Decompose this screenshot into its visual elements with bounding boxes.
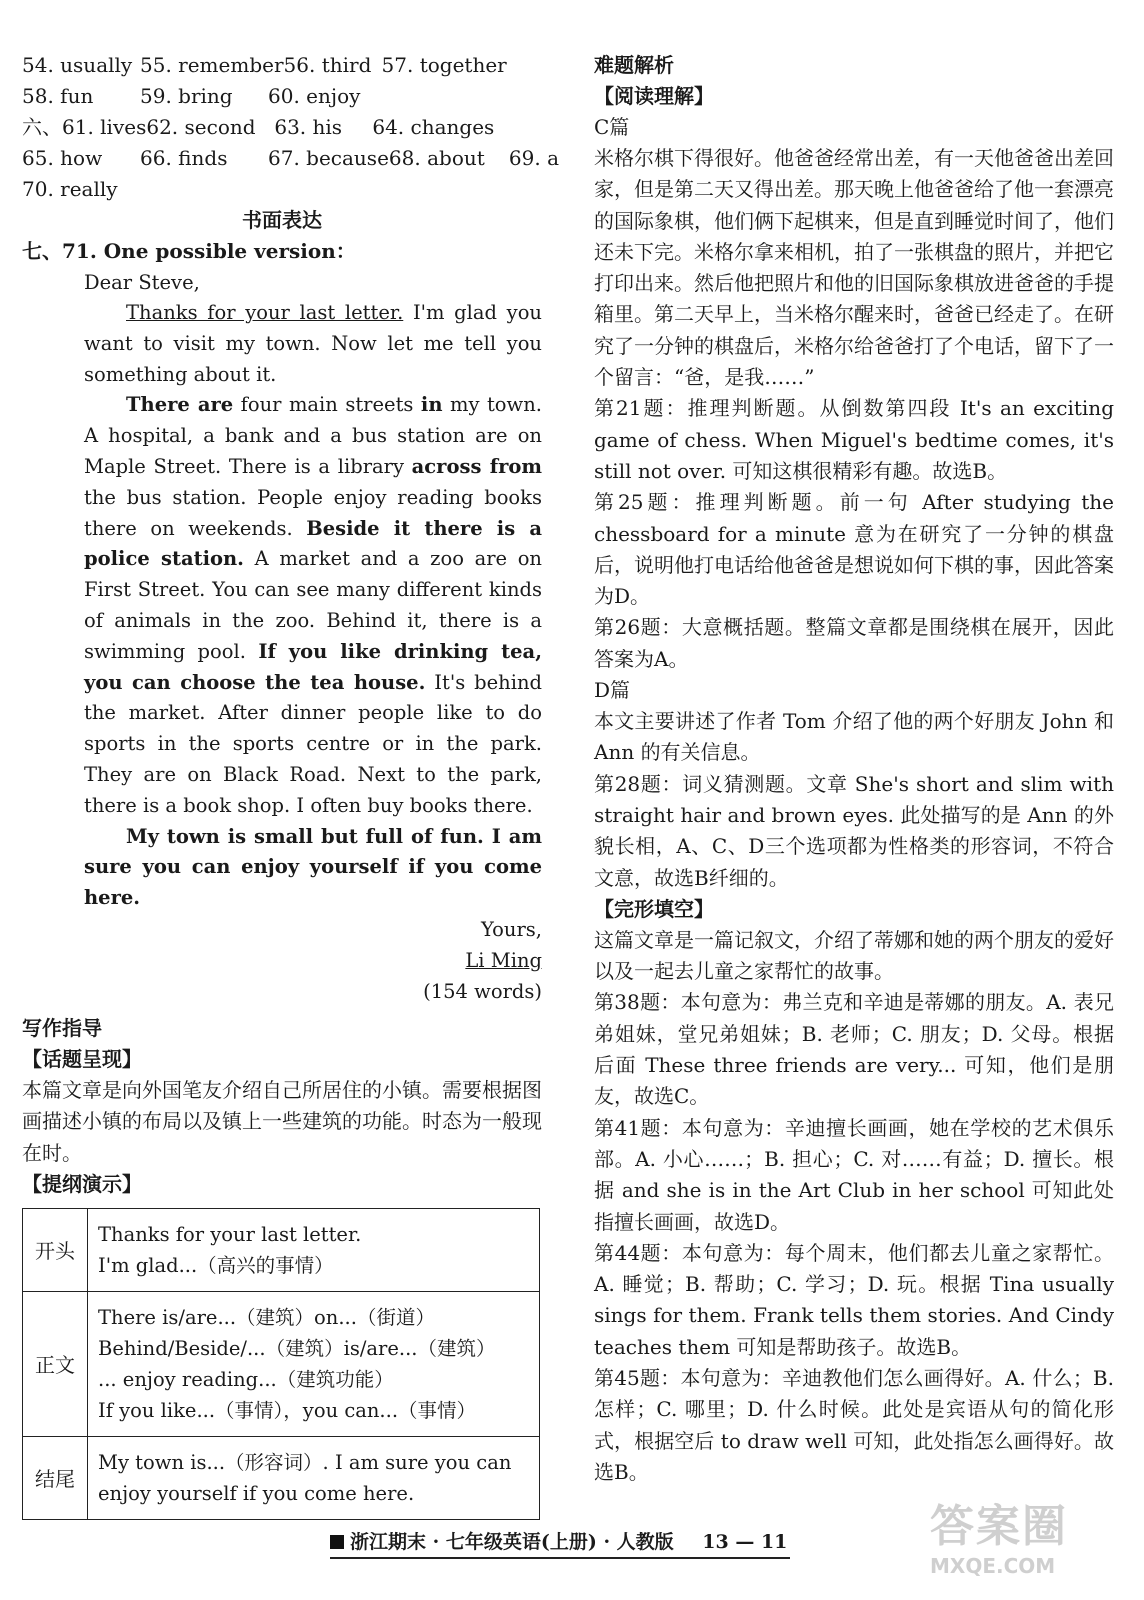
passage-c-label: C篇 [594,115,630,139]
answer-row [22,81,542,112]
bold-phrase: If you like drinking tea, you can choose the tea house. [84,639,542,694]
reading-header: 【阅读理解】 [594,84,714,108]
watermark-url: MXQE.COM [930,1554,1056,1578]
passage-d-label: D篇 [594,678,631,703]
footer-title: 浙江期末 · 七年级英语(上册) · 人教版 [350,1531,674,1553]
outline-line: Behind/Beside/...（建筑）is/are...（建筑） [98,1336,496,1360]
q44-explanation: 第44题：本句意为：每个周末，他们都去儿童之家帮忙。A. 睡觉；B. 帮助；C. 学习；D. 玩。根据 Tina usually sings for them. Frank tells them stories. And Cindy teaches them 可知是帮助孩子。故选B。 [594,1240,1114,1359]
closing: Yours, [480,917,542,941]
outline-table [22,1208,540,1520]
topic-text: 本篇文章是向外国笔友介绍自己所居住的小镇。需要根据图画描述小镇的布局以及镇上一些建筑的功能。时态为一般现在时。 [22,1077,542,1165]
watermark-logo [930,1490,1130,1590]
answer-row [22,143,560,174]
outline-row-head: 正文 [23,1291,88,1436]
q25-explanation: 第25题：推理判断题。前一句 After studying the chessboard for a minute 意为在研究了一分钟的棋盘后，说明他打电话给他爸爸是想说如何下棋的事，因此答案为D。 [594,490,1114,609]
outline-header: 【提纲演示】 [22,1171,142,1196]
letter-para-3: My town is small but full of fun. I am sure you can enjoy yourself if you come here. [84,824,542,910]
answer-item: 62. second [146,115,256,139]
cloze-summary: 这篇文章是一篇记叙文，介绍了蒂娜和她的两个朋友的爱好以及一起去儿童之家帮忙的故事。 [594,927,1114,984]
signature-text: Li Ming [465,948,542,972]
outline-row-content [88,1208,540,1291]
word-count: (154 words) [423,979,542,1003]
para1-underlined: Thanks for your last letter. [126,301,404,324]
outline-line: My town is...（形容词）. I am sure you can enjoy yourself if you come here. [98,1450,512,1505]
answer-item: 63. his [274,115,343,139]
text-run: It's behind the market. After dinner people like to do sports in the sports centre or in the park. They are on Black Road. Next to the park, there is a book shop. I often buy books there. [84,670,542,817]
passage-c-summary: 米格尔棋下得很好。他爸爸经常出差，有一天他爸爸出差回家，但是第二天又得出差。那天晚上他爸爸给了他一套漂亮的国际象棋，他们俩下起棋来，但是直到睡觉时间了，他们还未下完。米格尔拿来相机，拍了一张棋盘的照片，并把它打印出来。然后他把照片和他的旧国际象棋放进爸爸的手提箱里。第二天早上，当米格尔醒来时，爸爸已经走了。在研究了一分钟的棋盘后，米格尔给爸爸打了个电话，留下了一个留言：“爸，是我……” [594,146,1114,390]
answer-item: 67. because [268,146,389,170]
outline-row [23,1291,540,1436]
section-title: 书面表达 [242,208,322,232]
bold-phrase: across from [411,454,542,478]
q38-explanation: 第38题：本句意为：弗兰克和辛迪是蒂娜的朋友。A. 表兄弟姐妹，堂兄弟姐妹；B. 老师；C. 朋友；D. 父母。根据后面 These three friends are very... 可知，他们是朋友，故选C。 [594,990,1114,1109]
para1-rest: I'm glad you want to visit my town. Now let me tell you something about it. [84,301,542,386]
text-run: my town. A hospital, a bank and a bus station are on Maple Street. There is a library [84,393,542,478]
outline-row [23,1436,540,1519]
outline-line: If you like...（事情），you can...（事情） [98,1398,477,1422]
bold-phrase: There are [126,393,234,417]
q41-explanation: 第41题：本句意为：辛迪擅长画画，她在学校的艺术俱乐部。A. 小心……；B. 担心；C. 对……有益；D. 擅长。根据 and she is in the Art Club in her school 可知此处指擅长画画，故选D。 [594,1115,1114,1234]
answer-list [22,50,560,205]
left-column [22,50,560,1520]
answer-item: 60. enjoy [268,84,361,108]
outline-line: I'm glad...（高兴的事情） [98,1253,334,1277]
q28-explanation: 第28题：词义猜测题。文章 She's short and slim with straight hair and brown eyes. 此处描写的是 Ann 的外貌长相，A、C、D三个选项都为性格类的形容词，不符合文意，故选B纤细的。 [594,771,1114,890]
guide-title: 写作指导 [22,1015,102,1040]
outline-row-content [88,1436,540,1519]
answer-item: 69. a [508,146,560,170]
answer-item: 68. about [388,146,485,170]
answer-item: 56. third [283,53,372,77]
topic-header: 【话题呈现】 [22,1046,142,1071]
q45-explanation: 第45题：本句意为：辛迪教他们怎么画得好。A. 什么；B. 怎样；C. 哪里；D. 什么时候。此处是宾语从句的简化形式，根据空后 to draw well 可知，此处指怎么画得好。故选B。 [594,1365,1114,1484]
answer-item: 58. fun [22,84,94,108]
answer-item: 六、61. lives [22,115,147,139]
outline-row [23,1208,540,1291]
answer-item: 54. usually [22,53,133,77]
bold-phrase: in [420,393,443,417]
model-letter [22,267,542,1007]
signature [22,945,542,976]
bold-phrase: Beside it there is a police station. [84,516,542,571]
answer-row [22,112,542,143]
page-footer [330,1527,810,1554]
footer-rule [330,1557,790,1559]
salutation: Dear Steve, [84,271,200,294]
q26-explanation: 第26题：大意概括题。整篇文章都是围绕棋在展开，因此答案为A。 [594,615,1114,671]
text-run: the bus station. People enjoy reading books there on weekends. [84,485,542,540]
outline-line: Thanks for your last letter. [98,1222,362,1246]
answer-row [22,50,542,81]
q71-label: 七、71. One possible version： [22,239,356,263]
watermark-text: 答案圈 [930,1501,1068,1552]
outline-row-head: 结尾 [23,1436,88,1519]
answer-item: 70. really [22,177,118,201]
answer-item: 55. remember [140,53,284,77]
cloze-header: 【完形填空】 [594,896,714,921]
analysis-title: 难题解析 [594,53,674,77]
text-run: four main streets [233,393,421,417]
answer-row [22,174,542,205]
answer-item: 64. changes [372,115,495,139]
q21-explanation: 第21题：推理判断题。从倒数第四段 It's an exciting game of chess. When Miguel's bedtime comes, it's still not over. 可知这棋很精彩有趣。故选B。 [594,396,1114,483]
answer-item: 57. together [381,53,507,77]
outline-row-head: 开头 [23,1208,88,1291]
answer-item: 66. finds [140,146,228,170]
passage-d-summary: 本文主要讲述了作者 Tom 介绍了他的两个好朋友 John 和 Ann 的有关信息。 [594,709,1114,765]
outline-line: ... enjoy reading...（建筑功能） [98,1367,394,1391]
text-run: A market and a zoo are on First Street. You can see many different kinds of animals in the zoo. Behind it, there is a swimming pool. [84,547,542,663]
letter-para-1 [22,298,542,390]
right-column [594,50,1114,1488]
answer-item: 59. bring [140,84,233,108]
outline-line: There is/are...（建筑）on...（街道） [98,1305,435,1329]
letter-para-2 [22,390,542,821]
outline-row-content [88,1291,540,1436]
footer-square-icon [330,1535,344,1549]
page-number: 13 — 11 [702,1531,788,1553]
answer-item: 65. how [22,146,103,170]
